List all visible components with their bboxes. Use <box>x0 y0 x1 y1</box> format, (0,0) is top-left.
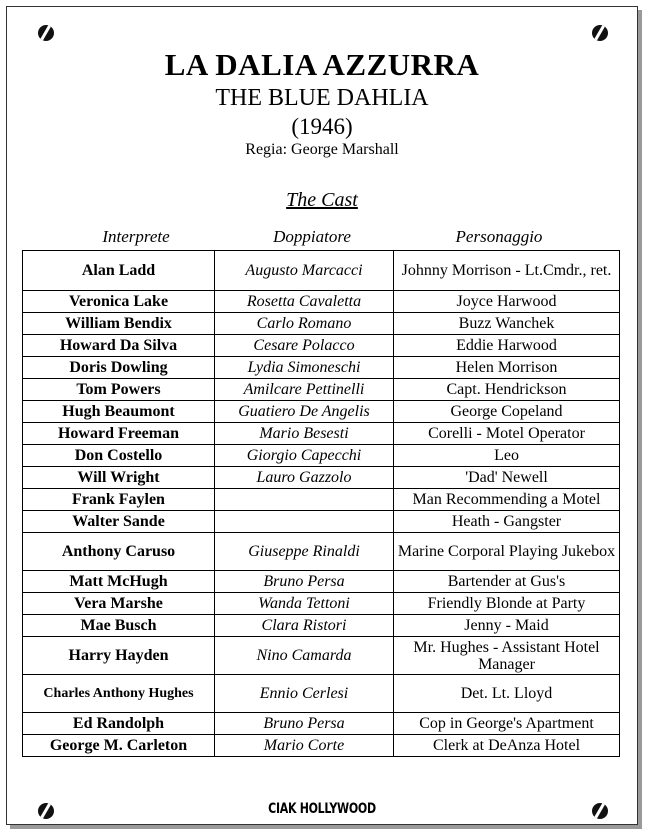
ciak-hollywood-logo: CIAK HOLLYWOOD <box>268 800 376 817</box>
actor-cell: Tom Powers <box>23 379 215 401</box>
actor-cell: Doris Dowling <box>23 357 215 379</box>
actor-cell: Vera Marshe <box>23 593 215 615</box>
actor-cell: Alan Ladd <box>23 251 215 291</box>
actor-cell: Howard Da Silva <box>23 335 215 357</box>
role-cell: Johnny Morrison - Lt.Cmdr., ret. <box>394 251 620 291</box>
actor-cell: Veronica Lake <box>23 291 215 313</box>
table-row <box>23 571 620 593</box>
dubber-cell: Guatiero De Angelis <box>215 401 394 423</box>
table-row <box>23 445 620 467</box>
dubber-cell: Rosetta Cavaletta <box>215 291 394 313</box>
role-cell: Leo <box>394 445 620 467</box>
actor-cell: Matt McHugh <box>23 571 215 593</box>
table-row <box>23 713 620 735</box>
release-year: (1946) <box>291 114 353 139</box>
table-row <box>23 533 620 571</box>
cast-table <box>22 250 620 757</box>
table-row <box>23 467 620 489</box>
role-cell: Heath - Gangster <box>394 511 620 533</box>
dubber-cell: Nino Camarda <box>215 637 394 675</box>
title-italian: LA DALIA AZZURRA <box>164 47 480 82</box>
dubber-cell: Giorgio Capecchi <box>215 445 394 467</box>
column-header-personaggio: Personaggio <box>455 227 543 246</box>
actor-cell: George M. Carleton <box>23 735 215 757</box>
table-row <box>23 423 620 445</box>
table-row <box>23 511 620 533</box>
table-row <box>23 379 620 401</box>
actor-cell: Howard Freeman <box>23 423 215 445</box>
actor-cell: Walter Sande <box>23 511 215 533</box>
column-header-doppiatore: Doppiatore <box>273 227 351 246</box>
dubber-cell: Augusto Marcacci <box>215 251 394 291</box>
dubber-cell: Mario Corte <box>215 735 394 757</box>
table-row <box>23 637 620 675</box>
dubber-cell: Lauro Gazzolo <box>215 467 394 489</box>
table-row <box>23 251 620 291</box>
dubber-cell <box>215 489 394 511</box>
role-cell: Bartender at Gus's <box>394 571 620 593</box>
role-cell: Capt. Hendrickson <box>394 379 620 401</box>
director-credit: Regia: George Marshall <box>245 141 399 158</box>
screw-icon-top-left <box>38 25 54 41</box>
dubber-cell: Wanda Tettoni <box>215 593 394 615</box>
table-row <box>23 335 620 357</box>
role-cell: George Copeland <box>394 401 620 423</box>
actor-cell: Mae Busch <box>23 615 215 637</box>
role-cell: Friendly Blonde at Party <box>394 593 620 615</box>
cast-heading: The Cast <box>286 189 358 211</box>
actor-cell: Harry Hayden <box>23 637 215 675</box>
role-cell: Clerk at DeAnza Hotel <box>394 735 620 757</box>
cast-plaque <box>6 6 638 825</box>
dubber-cell: Cesare Polacco <box>215 335 394 357</box>
actor-cell: William Bendix <box>23 313 215 335</box>
role-cell: Mr. Hughes - Assistant Hotel Manager <box>394 637 620 675</box>
actor-cell: Charles Anthony Hughes <box>23 675 215 713</box>
dubber-cell: Bruno Persa <box>215 571 394 593</box>
table-row <box>23 291 620 313</box>
actor-cell: Frank Faylen <box>23 489 215 511</box>
role-cell: 'Dad' Newell <box>394 467 620 489</box>
role-cell: Man Recommending a Motel <box>394 489 620 511</box>
actor-cell: Anthony Caruso <box>23 533 215 571</box>
table-row <box>23 735 620 757</box>
actor-cell: Hugh Beaumont <box>23 401 215 423</box>
role-cell: Marine Corporal Playing Jukebox <box>394 533 620 571</box>
dubber-cell: Giuseppe Rinaldi <box>215 533 394 571</box>
dubber-cell: Carlo Romano <box>215 313 394 335</box>
screw-icon-top-right <box>592 25 608 41</box>
dubber-cell: Mario Besesti <box>215 423 394 445</box>
role-cell: Cop in George's Apartment <box>394 713 620 735</box>
role-cell: Eddie Harwood <box>394 335 620 357</box>
table-row <box>23 489 620 511</box>
role-cell: Det. Lt. Lloyd <box>394 675 620 713</box>
table-row <box>23 357 620 379</box>
table-row <box>23 313 620 335</box>
dubber-cell: Amilcare Pettinelli <box>215 379 394 401</box>
title-english: THE BLUE DAHLIA <box>215 85 429 111</box>
role-cell: Jenny - Maid <box>394 615 620 637</box>
table-row <box>23 401 620 423</box>
actor-cell: Will Wright <box>23 467 215 489</box>
table-row <box>23 675 620 713</box>
role-cell: Corelli - Motel Operator <box>394 423 620 445</box>
role-cell: Joyce Harwood <box>394 291 620 313</box>
actor-cell: Don Costello <box>23 445 215 467</box>
dubber-cell <box>215 511 394 533</box>
dubber-cell: Bruno Persa <box>215 713 394 735</box>
dubber-cell: Ennio Cerlesi <box>215 675 394 713</box>
dubber-cell: Clara Ristori <box>215 615 394 637</box>
dubber-cell: Lydia Simoneschi <box>215 357 394 379</box>
table-row <box>23 615 620 637</box>
table-row <box>23 593 620 615</box>
actor-cell: Ed Randolph <box>23 713 215 735</box>
role-cell: Buzz Wanchek <box>394 313 620 335</box>
column-header-interprete: Interprete <box>102 227 170 246</box>
role-cell: Helen Morrison <box>394 357 620 379</box>
